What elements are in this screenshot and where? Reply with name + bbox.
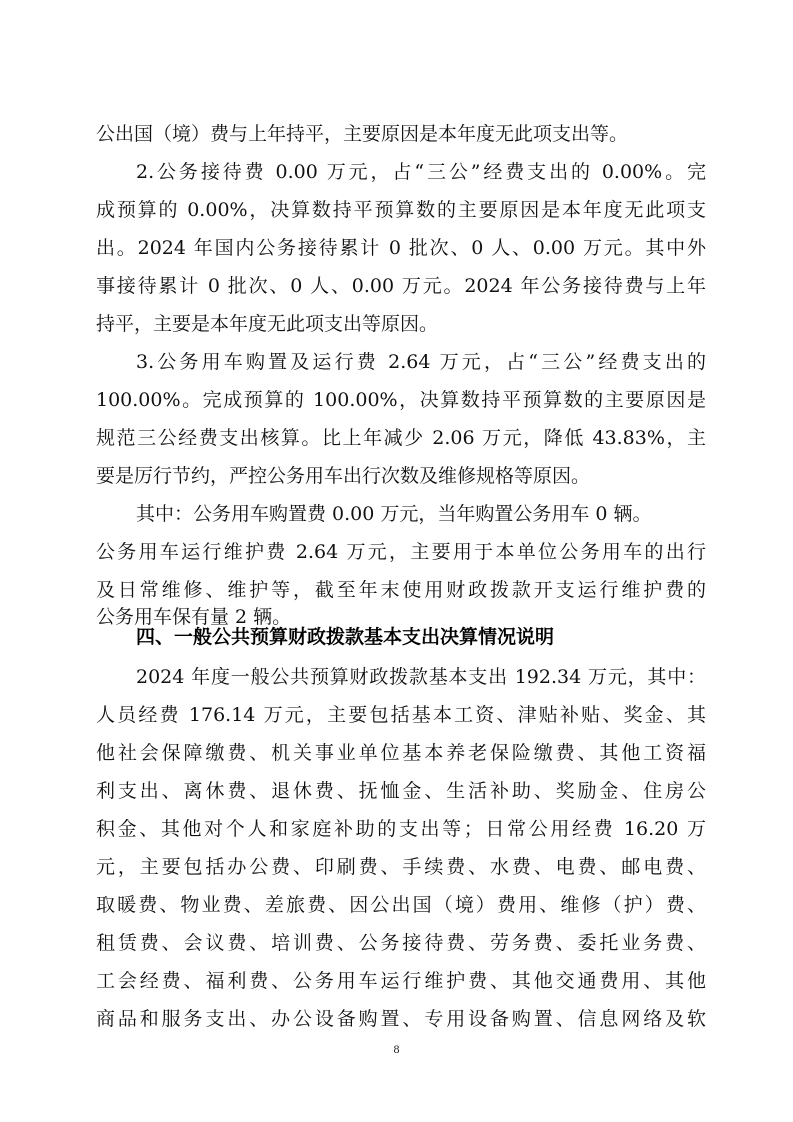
paragraph-line: 成预算的 0.00%，决算数持平预算数的主要原因是本年度无此项支: [96, 199, 706, 221]
page-number: 8: [393, 1042, 400, 1056]
paragraph-line: 3.公务用车购置及运行费 2.64 万元，占“三公”经费支出的: [136, 351, 706, 373]
paragraph-line: 公出国（境）费与上年持平，主要原因是本年度无此项支出等。: [96, 123, 629, 145]
paragraph-line: 100.00%。完成预算的 100.00%，决算数持平预算数的主要原因是: [96, 389, 706, 411]
paragraph-line: 取暖费、物业费、差旅费、因公出国（境）费用、维修（护）费、: [96, 894, 706, 916]
section-heading: 四、一般公共预算财政拨款基本支出决算情况说明: [136, 626, 555, 648]
paragraph-line: 租赁费、会议费、培训费、公务接待费、劳务费、委托业务费、: [96, 932, 706, 954]
paragraph-line: 出。2024 年国内公务接待累计 0 批次、0 人、0.00 万元。其中外: [96, 237, 706, 259]
paragraph-line: 及日常维修、维护等，截至年末使用财政拨款开支运行维护费的: [96, 579, 706, 601]
paragraph-line: 事接待累计 0 批次、0 人、0.00 万元。2024 年公务接待费与上年: [96, 275, 706, 297]
paragraph-line: 公务用车保有量 2 辆。: [96, 606, 292, 628]
paragraph-line: 其中：公务用车购置费 0.00 万元，当年购置公务用车 0 辆。: [136, 503, 652, 525]
paragraph-line: 公务用车运行维护费 2.64 万元，主要用于本单位公务用车的出行: [96, 541, 706, 563]
paragraph-line: 持平，主要是本年度无此项支出等原因。: [96, 313, 439, 335]
paragraph-line: 工会经费、福利费、公务用车运行维护费、其他交通费用、其他: [96, 970, 706, 992]
paragraph-line: 规范三公经费支出核算。比上年减少 2.06 万元，降低 43.83%，主: [96, 427, 706, 449]
paragraph-line: 他社会保障缴费、机关事业单位基本养老保险缴费、其他工资福: [96, 742, 706, 764]
paragraph-line: 积金、其他对个人和家庭补助的支出等；日常公用经费 16.20 万: [96, 818, 706, 840]
paragraph-line: 商品和服务支出、办公设备购置、专用设备购置、信息网络及软: [96, 1008, 706, 1030]
paragraph-line: 2.公务接待费 0.00 万元，占“三公”经费支出的 0.00%。完: [136, 161, 706, 183]
paragraph-line: 元，主要包括办公费、印刷费、手续费、水费、电费、邮电费、: [96, 856, 706, 878]
paragraph-line: 利支出、离休费、退休费、抚恤金、生活补助、奖励金、住房公: [96, 780, 706, 802]
paragraph-line: 2024 年度一般公共预算财政拨款基本支出 192.34 万元，其中：: [136, 666, 706, 688]
paragraph-line: 要是厉行节约，严控公务用车出行次数及维修规格等原因。: [96, 465, 591, 487]
paragraph-line: 人员经费 176.14 万元，主要包括基本工资、津贴补贴、奖金、其: [96, 704, 706, 726]
